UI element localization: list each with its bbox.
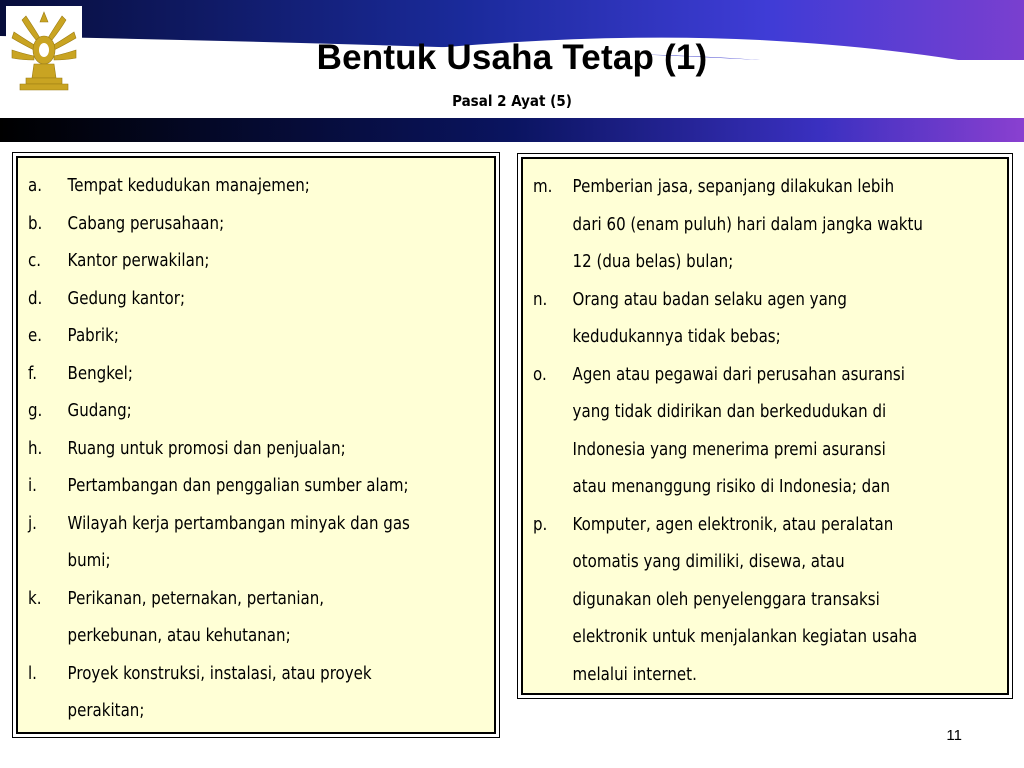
list-item-text bbox=[68, 506, 485, 581]
right-list-box bbox=[521, 157, 1009, 695]
list-item-text bbox=[573, 282, 998, 357]
list-item-line: Gedung kantor; bbox=[67, 288, 186, 309]
list-item-line: bumi; bbox=[67, 551, 111, 571]
list-item-line: digunakan oleh penyelenggara transaksi bbox=[572, 589, 880, 610]
list-item-text bbox=[68, 206, 485, 244]
list-item-line: Tempat kedudukan manajemen; bbox=[67, 176, 310, 196]
list-item-line: Pemberian jasa, sepanjang dilakukan lebih bbox=[572, 177, 895, 197]
list-item-text bbox=[573, 357, 998, 507]
list-item bbox=[28, 168, 485, 206]
list-item-line: perakitan; bbox=[67, 701, 145, 721]
list-item-line: elektronik untuk menjalankan kegiatan usaha bbox=[572, 627, 918, 647]
list-item-text bbox=[573, 169, 998, 282]
list-item-text bbox=[573, 507, 998, 695]
list-item-text bbox=[68, 281, 485, 319]
left-list-box bbox=[16, 156, 496, 734]
list-item-marker: i. bbox=[28, 476, 37, 496]
list-item-line: Indonesia yang menerima premi asuransi bbox=[572, 439, 886, 460]
list-item-text bbox=[68, 243, 485, 281]
list-item-marker: o. bbox=[533, 364, 547, 385]
list-item-marker: n. bbox=[533, 289, 548, 310]
list-item-line: Pabrik; bbox=[67, 326, 119, 346]
list-item-line: yang tidak didirikan dan berkedudukan di bbox=[572, 402, 887, 422]
list-item-marker: d. bbox=[28, 288, 43, 309]
list-item bbox=[533, 507, 998, 695]
list-item-marker: l. bbox=[28, 663, 37, 684]
list-item-marker: a. bbox=[28, 176, 43, 196]
list-item-line: Gudang; bbox=[67, 401, 132, 421]
list-item-marker: b. bbox=[28, 213, 43, 234]
list-item-marker: h. bbox=[28, 438, 43, 459]
list-item-line: Komputer, agen elektronik, atau peralatan bbox=[572, 514, 894, 535]
list-item-text bbox=[68, 318, 485, 356]
list-item-text bbox=[68, 581, 485, 656]
list-item bbox=[28, 206, 485, 244]
list-item-text bbox=[68, 468, 485, 506]
list-item-line: Bengkel; bbox=[67, 363, 133, 384]
list-item-line: melalui internet. bbox=[572, 664, 697, 685]
list-item-marker: k. bbox=[28, 588, 42, 609]
list-item-text bbox=[68, 168, 485, 206]
list-item-marker: f. bbox=[28, 363, 37, 384]
list-item-line: Orang atau badan selaku agen yang bbox=[572, 289, 847, 310]
list-item-text bbox=[68, 393, 485, 431]
list-item bbox=[533, 169, 998, 282]
list-item bbox=[28, 243, 485, 281]
list-item-line: Ruang untuk promosi dan penjualan; bbox=[67, 438, 346, 459]
list-item-line: Pertambangan dan penggalian sumber alam; bbox=[67, 476, 409, 496]
list-item bbox=[28, 581, 485, 656]
list-item-line: kedudukannya tidak bebas; bbox=[572, 327, 781, 347]
list-item-line: atau menanggung risiko di Indonesia; dan bbox=[572, 477, 891, 497]
list-item-line: 12 (dua belas) bulan; bbox=[572, 252, 734, 272]
list-item-marker: j. bbox=[28, 513, 37, 534]
list-item-marker: e. bbox=[28, 326, 43, 346]
list-item-marker: m. bbox=[533, 177, 553, 197]
list-item bbox=[28, 318, 485, 356]
left-list bbox=[18, 158, 494, 731]
list-item-line: Perikanan, peternakan, pertanian, bbox=[67, 588, 325, 609]
list-item-marker: c. bbox=[28, 251, 42, 271]
list-item-line: Agen atau pegawai dari perusahan asuransi bbox=[572, 364, 905, 385]
list-item-line: Kantor perwakilan; bbox=[67, 251, 210, 271]
list-item-text bbox=[68, 656, 485, 731]
page-title: Bentuk Usaha Tetap (1) bbox=[316, 38, 708, 77]
list-item-line: Proyek konstruksi, instalasi, atau proyek bbox=[67, 663, 372, 684]
list-item bbox=[28, 393, 485, 431]
list-item-marker: p. bbox=[533, 514, 548, 535]
list-item-marker: g. bbox=[28, 401, 43, 421]
list-item bbox=[28, 468, 485, 506]
list-item bbox=[28, 431, 485, 469]
right-list bbox=[523, 159, 1007, 694]
list-item-line: dari 60 (enam puluh) hari dalam jangka waktu bbox=[572, 214, 923, 235]
list-item-text bbox=[68, 356, 485, 394]
list-item-line: otomatis yang dimiliki, disewa, atau bbox=[572, 552, 845, 572]
list-item-text bbox=[68, 431, 485, 469]
list-item-line: Cabang perusahaan; bbox=[67, 213, 225, 234]
list-item bbox=[28, 281, 485, 319]
list-item bbox=[28, 506, 485, 581]
list-item bbox=[28, 656, 485, 731]
list-item bbox=[533, 282, 998, 357]
list-item bbox=[533, 357, 998, 507]
list-item-line: Wilayah kerja pertambangan minyak dan gas bbox=[67, 513, 410, 534]
page-number: 11 bbox=[946, 727, 962, 744]
list-item bbox=[28, 356, 485, 394]
list-item-line: perkebunan, atau kehutanan; bbox=[67, 626, 291, 646]
page-subtitle: Pasal 2 Ayat (5) bbox=[452, 92, 572, 110]
